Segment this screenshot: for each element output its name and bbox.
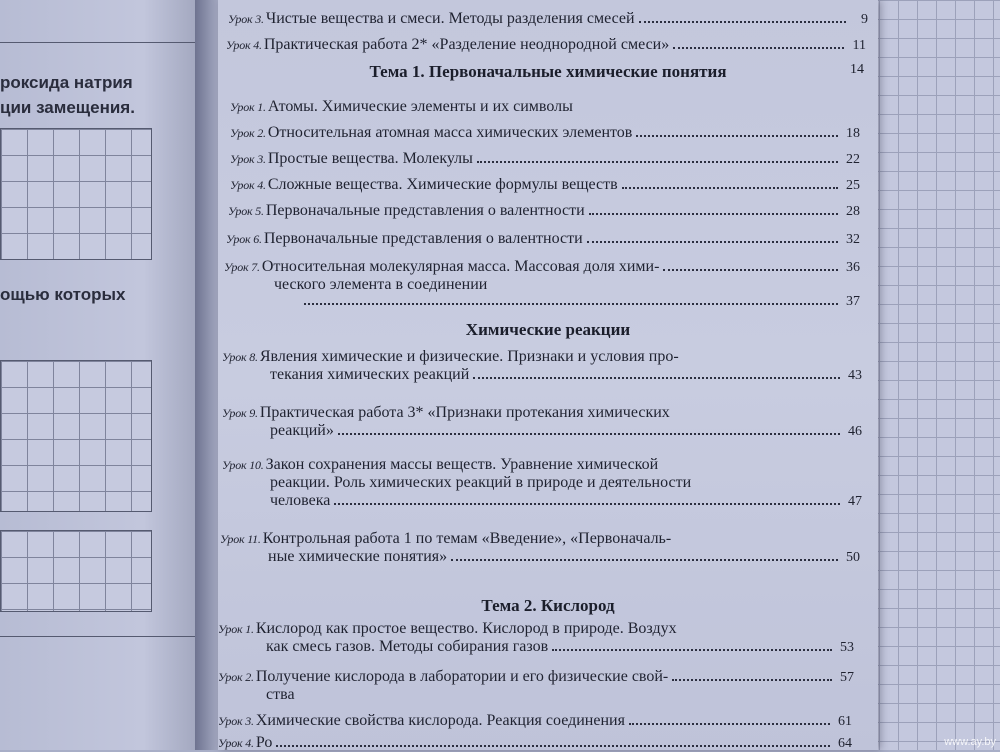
leader-dots xyxy=(304,303,838,305)
contents-page xyxy=(218,0,878,750)
lesson-number: Урок 3. xyxy=(230,152,266,166)
lesson-title: Атомы. Химические элементы и их символы xyxy=(267,98,573,115)
lesson-title-continued: ства xyxy=(266,686,295,703)
leader-dots xyxy=(639,21,846,23)
lesson-number: Урок 2. xyxy=(230,126,266,140)
lesson-title: Первоначальные представления о валентности xyxy=(265,202,585,219)
lesson-title: Относительная атомная масса химических элементов xyxy=(267,124,633,141)
lesson-title-continued: реакций» xyxy=(270,422,334,439)
page-number: 11 xyxy=(852,38,866,53)
leader-dots xyxy=(552,649,832,651)
toc-entry xyxy=(222,348,862,384)
toc-entry xyxy=(222,404,862,440)
leader-dots xyxy=(636,135,838,137)
divider xyxy=(0,636,205,637)
page-number: 28 xyxy=(846,204,860,219)
leader-dots xyxy=(276,745,830,747)
answer-grid xyxy=(0,360,152,512)
lesson-title: Простые вещества. Молекулы xyxy=(267,150,473,167)
leader-dots xyxy=(663,269,838,271)
leader-dots xyxy=(629,723,830,725)
left-page-text: роксида натрия xyxy=(0,73,133,92)
leader-dots xyxy=(334,503,840,505)
section-heading: Химические реакции xyxy=(465,320,631,339)
lesson-number: Урок 1. xyxy=(218,622,254,636)
section-heading xyxy=(218,62,878,82)
leader-dots xyxy=(673,47,844,49)
leader-dots xyxy=(587,241,838,243)
lesson-title: Кислород как простое вещество. Кислород в природе. Воздух xyxy=(255,620,677,637)
divider xyxy=(0,42,205,43)
lesson-number: Урок 3. xyxy=(218,714,254,728)
lesson-title: Получение кислорода в лаборатории и его физические свой- xyxy=(255,668,669,685)
toc-entry xyxy=(226,230,860,248)
lesson-title: Практическая работа 3* «Признаки протекания химических xyxy=(259,404,670,421)
page-number: 22 xyxy=(846,152,860,167)
lesson-number: Урок 4. xyxy=(226,38,262,52)
toc-entry xyxy=(228,202,860,220)
lesson-title-continued: ческого элемента в соединении xyxy=(274,276,488,293)
lesson-title: Сложные вещества. Химические формулы веществ xyxy=(267,176,618,193)
page-number: 53 xyxy=(840,640,854,655)
leader-dots xyxy=(672,679,832,681)
toc-entry xyxy=(228,10,868,28)
page-number: 64 xyxy=(838,736,852,751)
page-number: 25 xyxy=(846,178,860,193)
toc-entry xyxy=(218,712,852,730)
leader-dots xyxy=(338,433,840,435)
page-number: 37 xyxy=(846,294,860,309)
lesson-title-continued: ные химические понятия» xyxy=(268,548,448,565)
lesson-number: Урок 4. xyxy=(230,178,266,192)
lesson-number: Урок 5. xyxy=(228,204,264,218)
lesson-title-continued: как смесь газов. Методы собирания газов xyxy=(266,638,549,655)
lesson-title: Ро xyxy=(255,734,273,751)
leader-dots xyxy=(622,187,838,189)
toc-entry xyxy=(230,176,860,194)
toc-entry xyxy=(230,98,790,116)
lesson-title: Первоначальные представления о валентности xyxy=(263,230,583,247)
lesson-title: Закон сохранения массы веществ. Уравнение химической xyxy=(265,456,659,473)
lesson-title: Явления химические и физические. Признаки и условия про- xyxy=(259,348,679,365)
lesson-title: Чистые вещества и смеси. Методы разделения смесей xyxy=(265,10,635,27)
lesson-title-continued: текания химических реакций xyxy=(270,366,470,383)
lesson-number: Урок 10. xyxy=(222,458,264,472)
toc-entry xyxy=(230,150,860,168)
lesson-title-continued: реакции. Роль химических реакций в природе и деятельности xyxy=(270,474,692,491)
toc-entry xyxy=(218,668,854,704)
toc-entry xyxy=(222,456,862,510)
page-number: 57 xyxy=(840,670,854,685)
lesson-title-continued: человека xyxy=(270,492,331,509)
toc-entry xyxy=(218,620,854,656)
page-number: 36 xyxy=(846,260,860,275)
lesson-number: Урок 6. xyxy=(226,232,262,246)
lesson-title: Химические свойства кислорода. Реакция соединения xyxy=(255,712,625,729)
lesson-title: Контрольная работа 1 по темам «Введение», «Первоначаль- xyxy=(262,530,672,547)
answer-grid xyxy=(0,530,152,612)
lesson-title: Практическая работа 2* «Разделение неоднородной смеси» xyxy=(263,36,670,53)
lesson-number: Урок 11. xyxy=(220,532,261,546)
lesson-number: Урок 9. xyxy=(222,406,258,420)
previous-page xyxy=(0,0,205,750)
section-heading: Тема 2. Кислород xyxy=(481,596,615,615)
toc-entry xyxy=(224,258,860,310)
page-number: 43 xyxy=(848,368,862,383)
page-number: 50 xyxy=(846,550,860,565)
leader-dots xyxy=(477,161,838,163)
left-page-text: ощью которых xyxy=(0,285,126,304)
page-number: 47 xyxy=(848,494,862,509)
left-page-text: ции замещения. xyxy=(0,98,135,117)
lesson-number: Урок 4. xyxy=(218,736,254,750)
watermark: www.ay.by xyxy=(944,736,996,748)
page-number: 14 xyxy=(850,62,864,77)
grid-paper xyxy=(860,0,1000,750)
lesson-number: Урок 7. xyxy=(224,260,260,274)
lesson-number: Урок 2. xyxy=(218,670,254,684)
toc-entry xyxy=(226,36,866,54)
section-heading-text: Тема 1. Первоначальные химические понятия xyxy=(369,62,727,81)
answer-grid xyxy=(0,128,152,260)
lesson-number: Урок 8. xyxy=(222,350,258,364)
page-number: 9 xyxy=(861,12,868,27)
leader-dots xyxy=(473,377,840,379)
page-number: 18 xyxy=(846,126,860,141)
lesson-number: Урок 1. xyxy=(230,100,266,114)
lesson-number: Урок 3. xyxy=(228,12,264,26)
leader-dots xyxy=(589,213,838,215)
lesson-title: Относительная молекулярная масса. Массовая доля хими- xyxy=(261,258,660,275)
toc-entry xyxy=(220,530,860,566)
page-number: 32 xyxy=(846,232,860,247)
page-number: 61 xyxy=(838,714,852,729)
toc-entry xyxy=(230,124,860,142)
toc-entry xyxy=(218,734,852,752)
leader-dots xyxy=(451,559,838,561)
page-number: 46 xyxy=(848,424,862,439)
